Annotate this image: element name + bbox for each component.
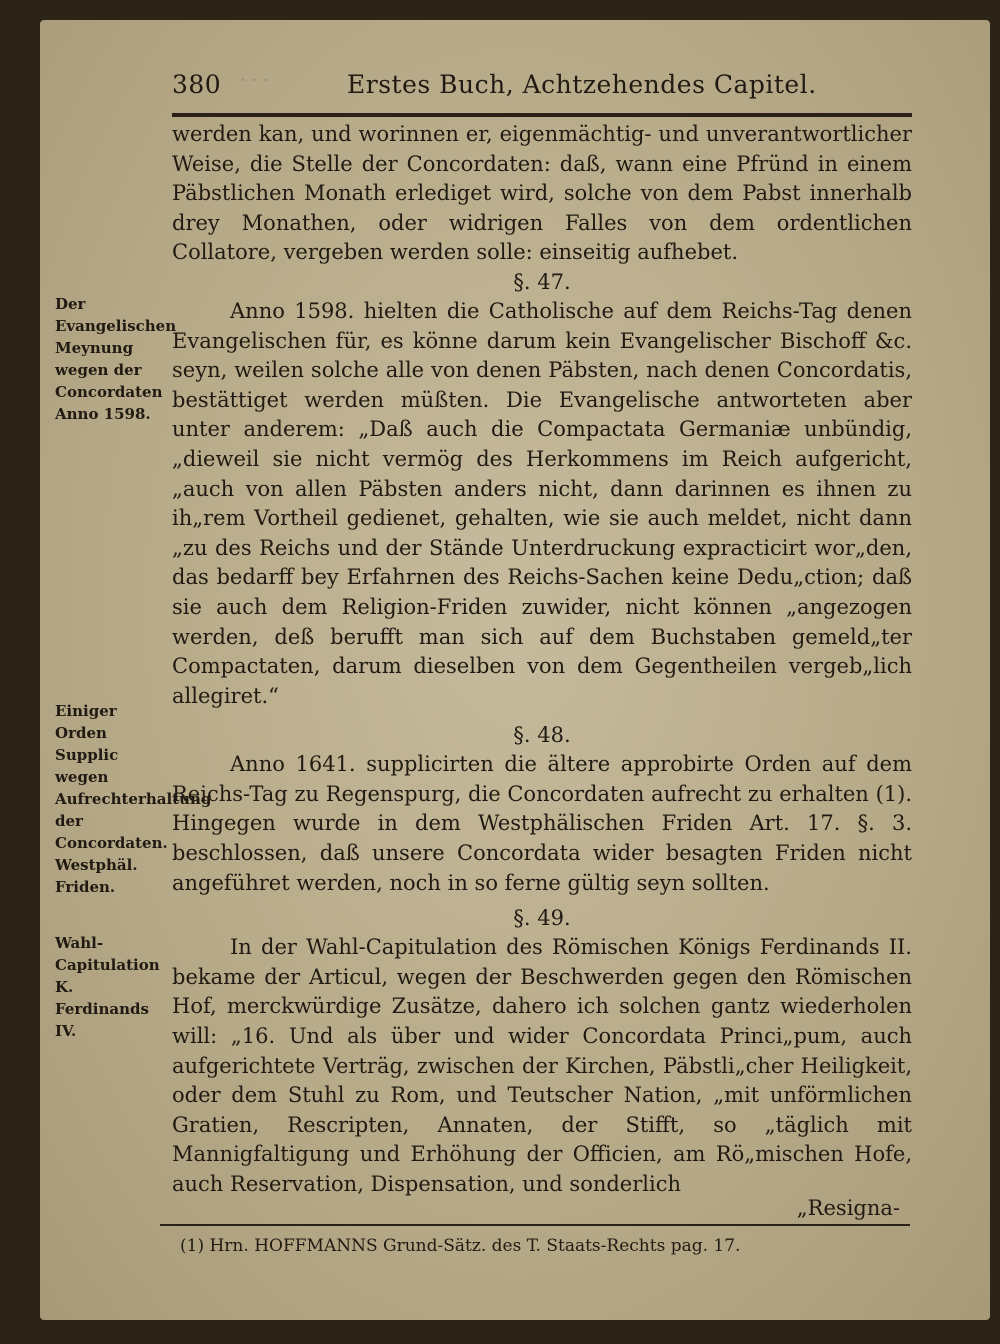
footnote-rule <box>160 1224 910 1226</box>
margin-note-2: Einiger Orden Supplic wegen Aufrechterhaltung der Concordaten. Westphäl. Friden. <box>55 702 212 896</box>
footnote: (1) Hrn. HOFFMANNS Grund-Sätz. des T. Staats-Rechts pag. 17. <box>180 1236 741 1256</box>
margin-note-3: Wahl-Capitulation K. Ferdinands IV. <box>55 934 160 1040</box>
page-number: 380 <box>172 70 222 99</box>
bleed-through-mark: · · · <box>240 70 269 91</box>
paragraph-47: Anno 1598. hielten die Catholische auf dem Reichs-Tag denen Evangelischen für, es könne darum kein Evangelischer Bischoff &c. seyn, weilen solche alle von denen Päbsten, nach denen Concordatis, bestättiget werden müßten. Die Evangelische antworteten aber unter anderem: „Daß auch die Compactata Germaniæ unbündig, „dieweil sie nicht vermög des Herkommens im Reich aufgericht, „auch von allen Päbsten anders nicht, dann darinnen es ihnen zu ih„rem Vortheil gedienet, gehalten, wie sie auch meldet, nicht dann „zu des Reichs und der Stände Unterdruckung expracticirt wor„den, das bedarff bey Erfahrnen des Reichs-Sachen keine Dedu„ction; daß sie auch dem Religion-Friden zuwider, nicht können „angezogen werden, deß berufft man sich auf dem Buchstaben gemeld„ter Compactaten, darum dieselben von dem Gegentheilen vergeb„lich allegiret.“ <box>172 298 912 708</box>
section-heading-47: §. 47. <box>513 269 571 294</box>
section-heading-49: §. 49. <box>513 906 571 931</box>
paragraph-49: In der Wahl-Capitulation des Römischen Königs Ferdinands II. bekame der Articul, wegen der Beschwerden gegen den Römischen Hof, merckwürdige Zusätze, dahero ich solchen gantz wiederholen will: „16. Und als über und wider Concordata Princi„pum, auch aufgerichtete Verträg, zwischen der Kirchen, Päbstli„cher Heiligkeit, oder dem Stuhl zu Rom, und Teutscher Nation, „mit unförmlichen Gratien, Rescripten, Annaten, der Stifft, so „täglich mit Mannigfaltigung und Erhöhung der Officien, am Rö„mischen Hofe, auch Reservation, Dispensation, und sonderlich <box>172 935 912 1196</box>
margin-note-1: Der Evangelischen Meynung wegen der Concordaten Anno 1598. <box>55 295 177 423</box>
paragraph-continued: werden kan, und worinnen er, eigenmächtig- und unverantwortlicher Weise, die Stelle der Concordaten: daß, wann eine Pfründ in einem Päbstlichen Monath erlediget wird, solche von dem Pabst innerhalb drey Monathen, oder widrigen Falles von dem ordentlichen Collatore, vergeben werden solle: einseitig aufhebet. <box>172 122 912 265</box>
catchword: „Resigna- <box>796 1196 900 1220</box>
paragraph-48: Anno 1641. supplicirten die ältere approbirte Orden auf dem Reichs-Tag zu Regenspurg, die Concordaten aufrecht zu erhalten (1). Hingegen wurde in dem Westphälischen Friden Art. 17. §. 3. beschlossen, daß unsere Concordata wider besagten Friden nicht angeführet werden, noch in so ferne gültig seyn sollten. <box>172 752 912 895</box>
main-text <box>172 120 912 1200</box>
section-heading-48: §. 48. <box>513 723 571 748</box>
running-header <box>172 58 912 110</box>
header-rule <box>172 113 912 117</box>
running-title: Erstes Buch, Achtzehendes Capitel. <box>347 70 817 99</box>
